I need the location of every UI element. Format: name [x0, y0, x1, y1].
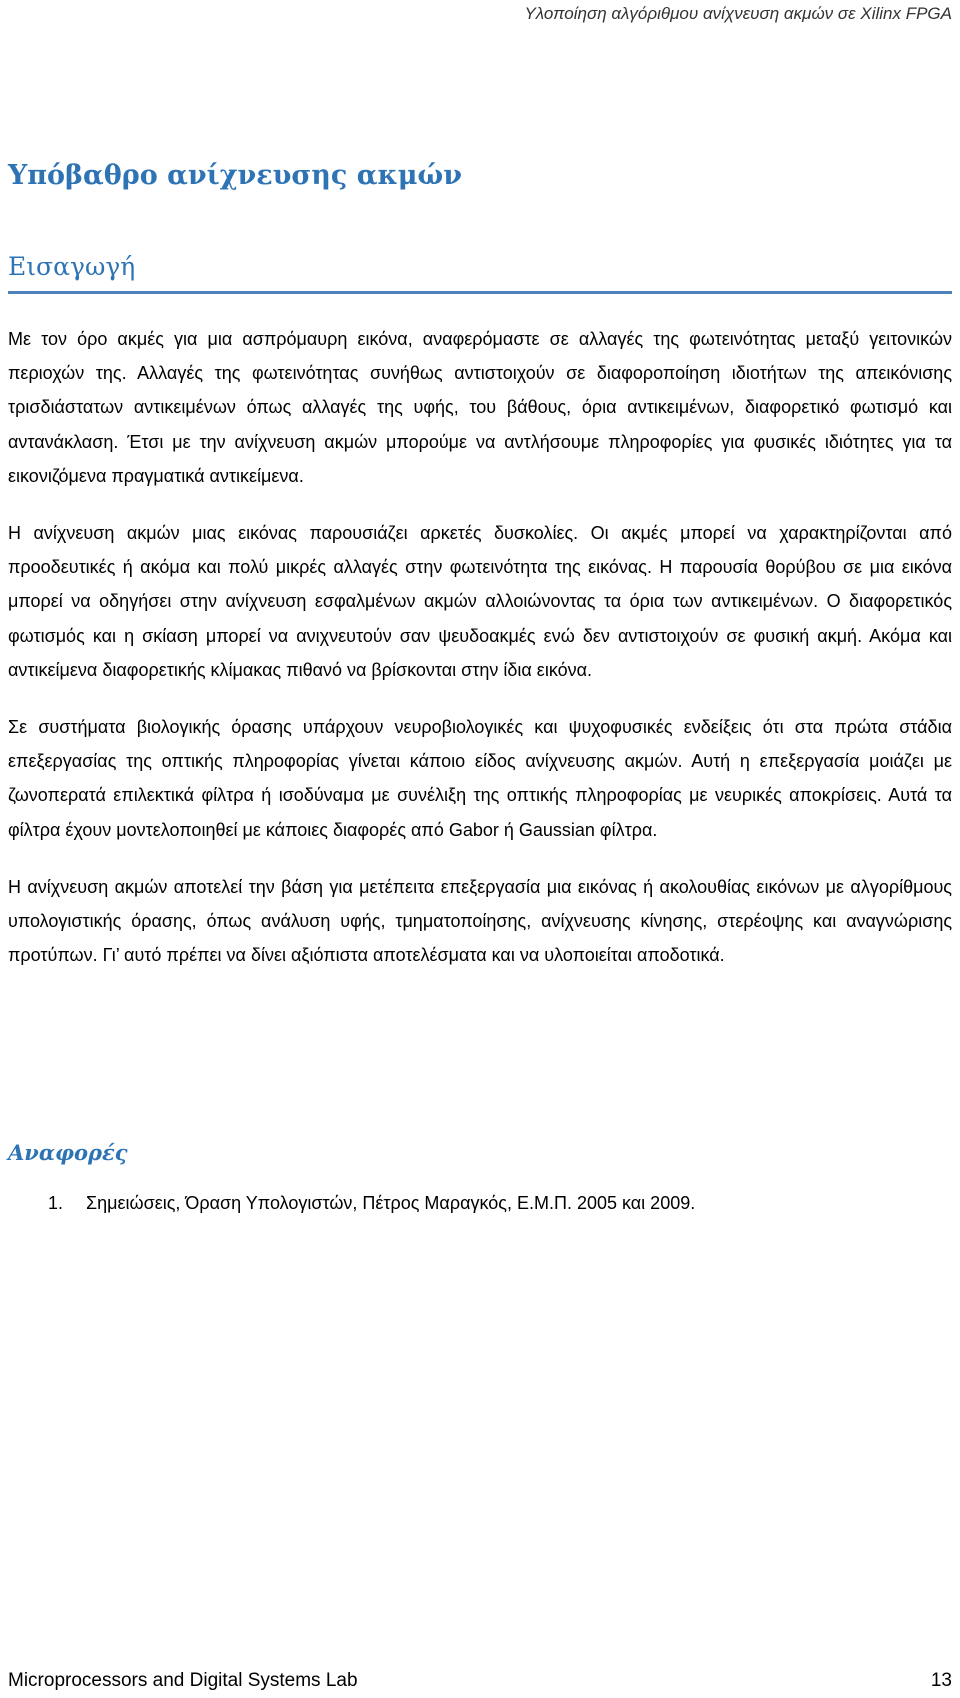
references-list [48, 1190, 695, 1216]
reference-item [48, 1190, 695, 1216]
paragraph: Η ανίχνευση ακμών μιας εικόνας παρουσιάζει αρκετές δυσκολίες. Οι ακμές μπορεί να χαρακτηρίζονται από προοδευτικές ή ακόμα και πολύ μικρές αλλαγές στην φωτεινότητα της εικόνας. Η παρουσία θορύβου σε μια εικόνα μπορεί να οδηγήσει στην ανίχνευση εσφαλμένων ακμών αλλοιώνοντας τα όρια των αντικειμένων. Ο διαφορετικός φωτισμός και η σκίαση μπορεί να ανιχνευτούν σαν ψευδοακμές ενώ δεν αντιστοιχούν σε φυσική ακμή. Ακόμα και αντικείμενα διαφορετικής κλίμακας πιθανό να βρίσκονται στην ίδια εικόνα. [8, 523, 952, 680]
footer-lab-name: Microprocessors and Digital Systems Lab [8, 1670, 358, 1691]
paragraph: Σε συστήματα βιολογικής όρασης υπάρχουν νευροβιολογικές και ψυχοφυσικές ενδείξεις ότι στα πρώτα στάδια επεξεργασίας της οπτικής πληροφορίας γίνεται κάποιο είδος ανίχνευσης ακμών. Αυτή η επεξεργασία μοιάζει με ζωνοπερατά επιλεκτικά φίλτρα ή ισοδύναμα με συνέλιξη της οπτικής πληροφορίας με νευρικές αποκρίσεις. Αυτά τα φίλτρα έχουν μοντελοποιηθεί με κάποιες διαφορές από Gabor ή Gaussian φίλτρα. [8, 717, 952, 840]
paragraph: Η ανίχνευση ακμών αποτελεί την βάση για μετέπειτα επεξεργασία μια εικόνας ή ακολουθίας εικόνων με αλγορίθμους υπολογιστικής όρασης, όπως ανάλυση υφής, τμηματοποίησης, ανίχνευσης κίνησης, στερέοψης και αναγνώρισης προτύπων. Γι’ αυτό πρέπει να δίνει αξιόπιστα αποτελέσματα και να υλοποιείται αποδοτικά. [8, 876, 952, 966]
reference-number: 1. [48, 1193, 64, 1213]
body-text [8, 322, 952, 995]
page-number: 13 [930, 1670, 952, 1691]
reference-text: Σημειώσεις, Όραση Υπολογιστών, Πέτρος Μαραγκός, Ε.Μ.Π. 2005 και 2009. [86, 1193, 696, 1213]
paragraph: Με τον όρο ακμές για μια ασπρόμαυρη εικόνα, αναφερόμαστε σε αλλαγές της φωτεινότητας μεταξύ γειτονικών περιοχών της. Αλλαγές της φωτεινότητας συνήθως αντιστοιχούν σε διαφοροποίηση ιδιοτήτων της απεικόνισης τρισδιάστατων αντικειμένων όπως αλλαγές της υφής, του βάθους, όρια αντικειμένων, διαφορετικό φωτισμό και αντανάκλαση. Έτσι με την ανίχνευση ακμών μπορούμε να αντλήσουμε πληροφορίες για φυσικές ιδιότητες για τα εικονιζόμενα πραγματικά αντικείμενα. [8, 329, 952, 486]
chapter-title: Υπόβαθρο ανίχνευσης ακμών [8, 160, 462, 191]
section-title: Εισαγωγή [8, 252, 136, 281]
section-divider [8, 291, 952, 294]
running-header: Υλοποίηση αλγόριθμου ανίχνευση ακμών σε Xilinx FPGA [524, 4, 952, 23]
references-title: Αναφορές [8, 1140, 128, 1165]
